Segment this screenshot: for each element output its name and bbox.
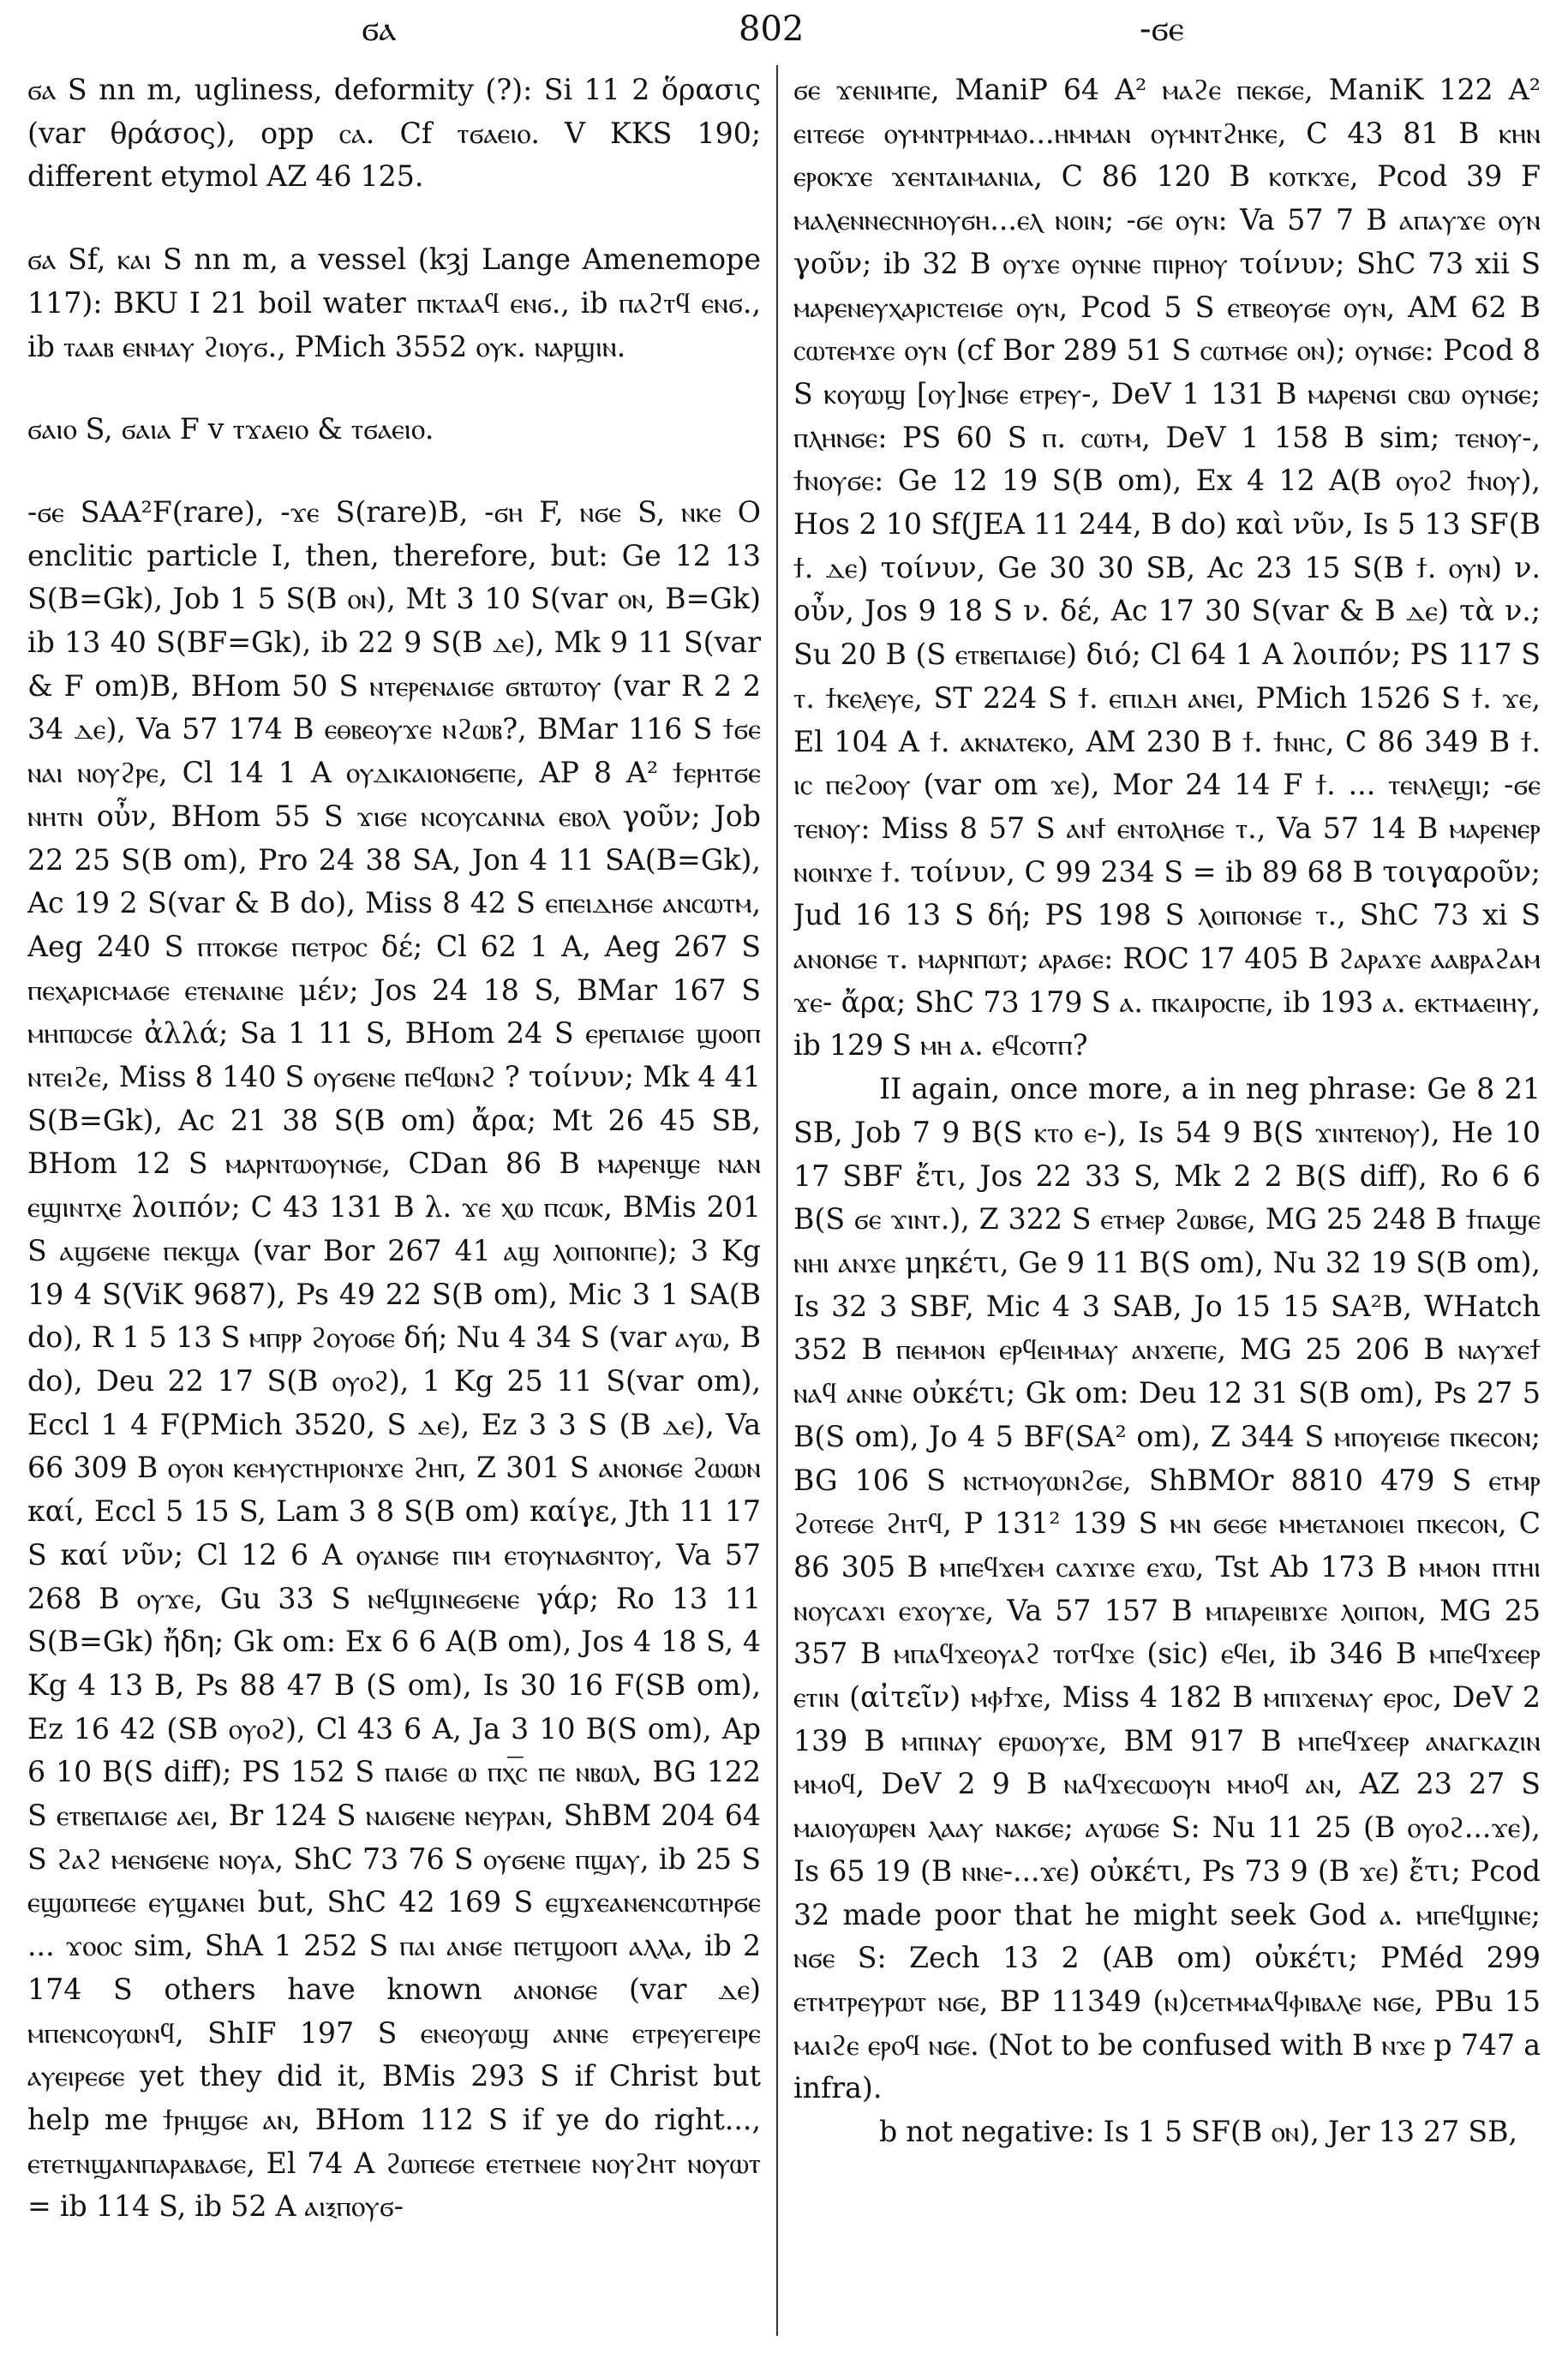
right-column <box>793 69 1541 2348</box>
entry-se-sense-ii-b: b not negative: Is 1 5 SF(B ⲟⲛ), Jer 13 27 SB, <box>879 2115 1518 2149</box>
header-right-headword: -ϭⲉ <box>1140 9 1184 49</box>
left-column <box>27 69 761 2348</box>
entry-se-enclitic: -ϭⲉ SAA²F(rare), -ϫⲉ S(rare)B, -ϭⲏ F, ⲛϭⲉ S, ⲛⲕⲉ O enclitic particle I, then, therefore, but: Ge 12 13 S(B=Gk), Job 1 5 S(B ⲟⲛ), Mt 3 10 S(var ⲟⲛ, B=Gk) ib 13 40 S(BF=Gk), ib 22 9 S(B ⲇⲉ), Mk 9 11 S(var & F om)B, BHom 50 S ⲛⲧⲉⲣⲉⲛⲁⲓϭⲉ ϭⲃⲧⲱⲧⲟⲩ (var R 2 2 34 ⲇⲉ), Va 57 174 B ⲉⲑⲃⲉⲟⲩϫⲉ ⲛϩⲱⲃ?, BMar 116 S ϯϭⲉ ⲛⲁⲓ ⲛⲟⲩϩⲣⲉ, Cl 14 1 A ⲟⲩⲇⲓⲕⲁⲓⲟⲛϭⲉⲡⲉ, AP 8 A² ϯⲉⲣⲏⲧϭⲉ ⲛⲏⲧⲛ οὖν, BHom 55 S ϫⲓϭⲉ ⲛⲥⲟⲩⲥⲁⲛⲛⲁ ⲉⲃⲟⲗ γοῦν; Job 22 25 S(B om), Pro 24 38 SA, Jon 4 11 SA(B=Gk), Ac 19 2 S(var & B do), Miss 8 42 S ⲉⲡⲉⲓⲇⲏϭⲉ ⲁⲛⲥⲱⲧⲙ, Aeg 240 S ⲡⲧⲟⲕϭⲉ ⲡⲉⲧⲣⲟⲥ δέ; Cl 62 1 A, Aeg 267 S ⲡⲉⲭⲁⲣⲓⲥⲙⲁϭⲉ ⲉⲧⲉⲛⲁⲓⲛⲉ μέν; Jos 24 18 S, BMar 167 S ⲙⲏⲡⲱⲥϭⲉ ἀλλά; Sa 1 11 S, BHom 24 S ⲉⲣⲉⲡⲁⲓϭⲉ ϣⲟⲟⲡ ⲛⲧⲉⲓϩⲉ, Miss 8 140 S ⲟⲩϭⲉⲛⲉ ⲡⲉϥⲱⲛϩ ? τοίνυν; Mk 4 41 S(B=Gk), Ac 21 38 S(B om) ἄρα; Mt 26 45 SB, BHom 12 S ⲙⲁⲣⲛⲧⲱⲟⲩⲛϭⲉ, CDan 86 B ⲙⲁⲣⲉⲛϣⲉ ⲛⲁⲛ ⲉϣⲓⲛⲧⲭⲉ λοιπόν; C 43 131 B λ. ϫⲉ ⲭⲱ ⲡⲥⲱⲕ, BMis 201 S ⲁϣϭⲉⲛⲉ ⲡⲉⲕϣⲁ (var Bor 267 41 ⲁϣ ⲗⲟⲓⲡⲟⲛⲡⲉ); 3 Kg 19 4 S(ViK 9687), Ps 49 22 S(B om), Mic 3 1 SA(B do), R 1 5 13 S ⲙⲡⲣⲣ ϩⲟⲩⲟϭⲉ δή; Nu 4 34 S (var ⲁⲩⲱ, B do), Deu 22 17 S(B ⲟⲩⲟϩ), 1 Kg 25 11 S(var om), Eccl 1 4 F(PMich 3520, S ⲇⲉ), Ez 3 3 S (B ⲇⲉ), Va 66 309 B ⲟⲩⲟⲛ ⲕⲉⲙⲩⲥⲧⲏⲣⲓⲟⲛϫⲉ ϩⲏⲡ, Z 301 S ⲁⲛⲟⲛϭⲉ ϩⲱⲱⲛ καί, Eccl 5 15 S, Lam 3 8 S(B om) καίγε, Jth 11 17 S καί νῦν; Cl 12 6 A ⲟⲩⲁⲛϭⲉ ⲡⲓⲙ ⲉⲧⲟⲩⲛⲁϭⲛⲧⲟⲩ, Va 57 268 B ⲟⲩϫⲉ, Gu 33 S ⲛⲉϥϣⲓⲛⲉϭⲉⲛⲉ γάρ; Ro 13 11 S(B=Gk) ἤδη; Gk om: Ex 6 6 A(B om), Jos 4 18 S, 4 Kg 4 13 B, Ps 88 47 B (S om), Is 30 16 F(SB om), Ez 16 42 (SB ⲟⲩⲟϩ), Cl 43 6 A, Ja 3 10 B(S om), Ap 6 10 B(S diff); PS 152 S ⲡⲁⲓϭⲉ ⲱ ⲡⲭ͞ⲥ ⲡⲉ ⲛⲃⲱⲗ, BG 122 S ⲉⲧⲃⲉⲡⲁⲓϭⲉ ⲁⲉⲓ, Br 124 S ⲛⲁⲓϭⲉⲛⲉ ⲛⲉⲩⲣⲁⲛ, ShBM 204 64 S ϩⲁϩ ⲙⲉⲛϭⲉⲛⲉ ⲛⲟⲩⲁ, ShC 73 76 S ⲟⲩϭⲉⲛⲉ ⲡϣⲁⲩ, ib 25 S ⲉϣⲱⲡⲉϭⲉ ⲉⲩϣⲁⲛⲉⲓ but, ShC 42 169 S ⲉϣϫⲉⲁⲛⲉⲛⲥⲱⲧⲏⲣϭⲉ ... ϫⲟⲟⲥ sim, ShA 1 252 S ⲡⲁⲓ ⲁⲛϭⲉ ⲡⲉⲧϣⲟⲟⲡ ⲁⲗⲗⲁ, ib 2 174 S others have known ⲁⲛⲟⲛϭⲉ (var ⲇⲉ) ⲙⲡⲉⲛⲥⲟⲩⲱⲛϥ, ShIF 197 S ⲉⲛⲉⲟⲩⲱϣ ⲁⲛⲛⲉ ⲉⲧⲣⲉⲩⲉⲅⲉⲓⲣⲉ ⲁⲩⲉⲓⲣⲉϭⲉ yet they did it, BMis 293 S if Christ but help me ϯⲣⲏϣϭⲉ ⲁⲛ, BHom 112 S if ye do right..., ⲉⲧⲉⲧⲛϣⲁⲛⲡⲁⲣⲁⲃⲁϭⲉ, El 74 A ϩⲱⲡⲉϭⲉ ⲉⲧⲉⲧⲛⲉⲓⲉ ⲛⲟⲩϩⲏⲧ ⲛⲟⲩⲱⲧ = ib 114 S, ib 52 A ⲁⲓⲝⲡⲟⲩϭ- <box>27 494 761 2224</box>
entry-saio: ϭⲁⲓⲟ S, ϭⲁⲓⲁ F v ⲧϫⲁⲉⲓⲟ & ⲧϭⲁⲉⲓⲟ. <box>27 412 434 446</box>
entry-se-sense-ii: II again, once more, a in neg phrase: Ge 8 21 SB, Job 7 9 B(S ⲕⲧⲟ ⲉ-), Is 54 9 B(S ϫⲓⲛⲧⲉⲛⲟⲩ), He 10 17 SBF ἔτι, Jos 22 33 S, Mk 2 2 B(S diff), Ro 6 6 B(S ϭⲉ ϫⲓⲛⲧ.), Z 322 S ⲉⲧⲙⲉⲣ ϩⲱⲃϭⲉ, MG 25 248 B ϯⲡⲁϣⲉ ⲛⲏⲓ ⲁⲛϫⲉ μηκέτι, Ge 9 11 B(S om), Nu 32 19 S(B om), Is 32 3 SBF, Mic 4 3 SAB, Jo 15 15 SA²B, WHatch 352 B ⲡⲉⲙⲙⲟⲛ ⲉⲣϥⲉⲓⲙⲙⲁⲩ ⲁⲛϫⲉⲡⲉ, MG 25 206 B ⲛⲁⲩϫⲉϯ ⲛⲁϥ ⲁⲛⲛⲉ οὐκέτι; Gk om: Deu 12 31 S(B om), Ps 27 5 B(S om), Jo 4 5 BF(SA² om), Z 344 S ⲙⲡⲟⲩⲉⲓϭⲉ ⲡⲕⲉⲥⲟⲛ; BG 106 S ⲛⲥⲧⲙⲟⲩⲱⲛϩϭⲉ, ShBMOr 8810 479 S ⲉⲧⲙⲣ ϩⲟⲧⲉϭⲉ ϩⲏⲧϥ, P 131² 139 S ⲙⲛ ϭⲉϭⲉ ⲙⲙⲉⲧⲁⲛⲟⲓⲉⲓ ⲡⲕⲉⲥⲟⲛ, C 86 305 B ⲙⲡⲉϥϫⲉⲙ ⲥⲁϫⲓϫⲉ ⲉϫⲱ, Tst Ab 173 B ⲙⲙⲟⲛ ⲡⲧⲏⲓ ⲛⲟⲩⲥⲁϫⲓ ⲉϫⲟⲩϫⲉ, Va 57 157 B ⲙⲡⲁⲣⲉⲓⲃⲓϫⲉ ⲗⲟⲓⲡⲟⲛ, MG 25 357 B ⲙⲡⲁϥϫⲉⲟⲩⲁϩ ⲧⲟⲧϥϫⲉ (sic) ⲉϥⲉⲓ, ib 346 B ⲙⲡⲉϥϫⲉⲉⲣ ⲉⲧⲓⲛ (αἰτεῖν) ⲙⲫϯϫⲉ, Miss 4 182 B ⲙⲡⲓϫⲉⲛⲁⲩ ⲉⲣⲟⲥ, DeV 2 139 B ⲙⲡⲓⲛⲁⲩ ⲉⲣⲱⲟⲩϫⲉ, BM 917 B ⲙⲡⲉϥϫⲉⲉⲣ ⲁⲛⲁⲅⲕⲁⲍⲓⲛ ⲙⲙⲟϥ, DeV 2 9 B ⲛⲁϥϫⲉⲥⲱⲟⲩⲛ ⲙⲙⲟϥ ⲁⲛ, AZ 23 27 S ⲙⲁⲓⲟⲩⲱⲣⲉⲛ ⲗⲁⲁⲩ ⲛⲁⲕϭⲉ; ⲁⲩⲱϭⲉ S: Nu 11 25 (B ⲟⲩⲟϩ...ϫⲉ), Is 65 19 (B ⲛⲛⲉ-...ϫⲉ) οὐκέτι, Ps 73 9 (B ϫⲉ) ἔτι; Pcod 32 made poor that he might seek God ⲁ. ⲙⲡⲉϥϣⲓⲛⲉ; ⲛϭⲉ S: Zech 13 2 (AB om) οὐκέτι; PMéd 299 ⲉⲧⲙⲧⲣⲉⲩⲣⲱⲧ ⲛϭⲉ, BP 11349 (ⲛ)ⲥⲉⲧⲙⲙⲁϥⲫⲓⲃⲁⲗⲉ ⲛϭⲉ, PBu 15 ⲙⲁⲓϩⲉ ⲉⲣⲟϥ ⲛϭⲉ. (Not to be confused with B ⲛϫⲉ p 747 a infra). <box>793 1072 1541 2105</box>
entry-sa-vessel: ϭⲁ Sf, ⲕⲁⲓ S nn m, a vessel (kȝj Lange Amenemope 117): BKU I 21 boil water ⲡⲕⲧⲁⲁϥ ⲉⲛϭ., ib ⲡⲁϩⲧϥ ⲉⲛϭ., ib ⲧⲁⲁⲃ ⲉⲛⲙⲁⲩ ϩⲓⲟⲩϭ., PMich 3552 ⲟⲩⲕ. ⲛⲁⲣϣⲓⲛ. <box>27 242 761 363</box>
page-number: 802 <box>739 9 805 49</box>
page-header <box>0 0 1568 53</box>
column-divider <box>776 65 778 2336</box>
entry-se-continued: ϭⲉ ϫⲉⲛⲓⲙⲡⲉ, ManiP 64 A² ⲙⲁϩⲉ ⲡⲉⲕϭⲉ, ManiK 122 A² ⲉⲓⲧⲉϭⲉ ⲟⲩⲙⲛⲧⲣⲙⲙⲁⲟ...ⲏⲙⲙⲁⲛ ⲟⲩⲙⲛⲧϩⲏⲕⲉ, C 43 81 B ⲕⲏⲛ ⲉⲣⲟⲕϫⲉ ϫⲉⲛⲧⲁⲓⲙⲁⲛⲓⲁ, C 86 120 B ⲕⲟⲧⲕϫⲉ, Pcod 39 F ⲙⲁⲗⲉⲛⲛⲉⲥⲛⲏⲟⲩϭⲏ...ⲉⲗ ⲛⲟⲓⲛ; -ϭⲉ ⲟⲩⲛ: Va 57 7 B ⲁⲡⲁⲩϫⲉ ⲟⲩⲛ γοῦν; ib 32 B ⲟⲩϫⲉ ⲟⲩⲛⲛⲉ ⲡⲓⲣⲏⲟⲩ τοίνυν; ShC 73 xii S ⲙⲁⲣⲉⲛⲉⲩⲭⲁⲣⲓⲥⲧⲉⲓϭⲉ ⲟⲩⲛ, Pcod 5 S ⲉⲧⲃⲉⲟⲩϭⲉ ⲟⲩⲛ, AM 62 B ⲥⲱⲧⲉⲙϫⲉ ⲟⲩⲛ (cf Bor 289 51 S ⲥⲱⲧⲙϭⲉ ⲟⲛ); ⲟⲩⲛϭⲉ: Pcod 8 S ⲕⲟⲩⲱϣ [ⲟⲩ]ⲛϭⲉ ⲉⲧⲣⲉⲩ-, DeV 1 131 B ⲙⲁⲣⲉⲛϭⲓ ⲥⲃⲱ ⲟⲩⲛϭⲉ; ⲡⲗⲏⲛϭⲉ: PS 60 S ⲡ. ⲥⲱⲧⲙ, DeV 1 158 B sim; ⲧⲉⲛⲟⲩ-, ϯⲛⲟⲩϭⲉ: Ge 12 19 S(B om), Ex 4 12 A(B ⲟⲩⲟϩ ϯⲛⲟⲩ), Hos 2 10 Sf(JEA 11 244, B do) καὶ νῦν, Is 5 13 SF(B ϯ. ⲇⲉ) τοίνυν, Ge 30 30 SB, Ac 23 15 S(B ϯ. ⲟⲩⲛ) ν. οὖν, Jos 9 18 S ν. δέ, Ac 17 30 S(var & B ⲇⲉ) τὰ ν.; Su 20 B (S ⲉⲧⲃⲉⲡⲁⲓϭⲉ) διό; Cl 64 1 A λοιπόν; PS 117 S ⲧ. ϯⲕⲉⲗⲉⲩⲉ, ST 224 S ϯ. ⲉⲡⲓⲇⲏ ⲁⲛⲉⲓ, PMich 1526 S ϯ. ϫⲉ, El 104 A ϯ. ⲁⲕⲛⲁⲧⲉⲕⲟ, AM 230 B ϯ. ϯⲛⲏⲥ, C 86 349 B ϯ. ⲓⲥ ⲡⲉϩⲟⲟⲩ (var om ϫⲉ), Mor 24 14 F ϯ. ... ⲧⲉⲛⲗⲉϣⲓ; -ϭⲉ ⲧⲉⲛⲟⲩ: Miss 8 57 S ⲁⲛϯ ⲉⲛⲧⲟⲗⲏϭⲉ ⲧ., Va 57 14 B ⲙⲁⲣⲉⲛⲉⲣ ⲛⲟⲓⲛϫⲉ ϯ. τοίνυν, C 99 234 S = ib 89 68 B τοιγαροῦν; Jud 16 13 S δή; PS 198 S ⲗⲟⲓⲡⲟⲛϭⲉ ⲧ., ShC 73 xi S ⲁⲛⲟⲛϭⲉ ⲧ. ⲙⲁⲣⲛⲡⲱⲧ; ⲁⲣⲁϭⲉ: ROC 17 405 B ϩⲁⲣⲁϫⲉ ⲁⲁⲃⲣⲁϩⲁⲙ ϫⲉ- ἄρα; ShC 73 179 S ⲁ. ⲡⲕⲁⲓⲣⲟⲥⲡⲉ, ib 193 ⲁ. ⲉⲕⲧⲙⲁⲉⲓⲏⲩ, ib 129 S ⲙⲏ ⲁ. ⲉϥⲥⲟⲧⲡ? <box>793 73 1541 1063</box>
entry-sa-ugliness: ϭⲁ S nn m, ugliness, deformity (?): Si 11 2 ὅρασις (var θράσος), opp ⲥⲁ. Cf ⲧϭⲁⲉⲓⲟ. V KKS 190; different etymol AZ 46 125. <box>27 73 761 194</box>
header-left-headword: ϭⲁ <box>362 9 397 49</box>
